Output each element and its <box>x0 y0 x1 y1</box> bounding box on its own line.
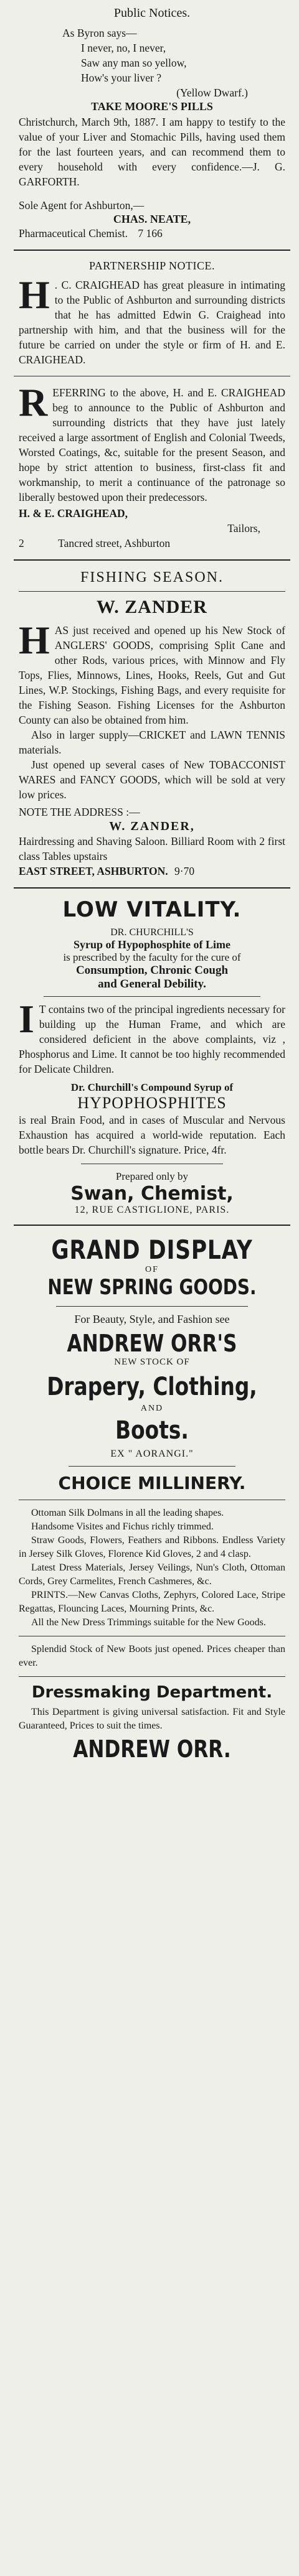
drop-cap: H <box>19 618 50 662</box>
zander-address-name: W. ZANDER, <box>109 819 195 833</box>
firm-name: H. & E. CRAIGHEAD, <box>19 507 128 520</box>
ex-aorangi: EX " AORANGI." <box>110 1449 194 1459</box>
moores-testimonial: Christchurch, March 9th, 1887. I am happy to testify to the value of your Liver and Stomachic Pills, having used them for the last fourteen years, and can recommend them to every household with every confidence.—J. G. GARFORTH. <box>19 116 285 188</box>
agent-title <box>19 226 285 241</box>
millinery-item-5: PRINTS.—New Canvas Cloths, Zephyrs, Colored Lace, Stripe Regattas, Flouncing Laces, Mourning Prints, &c. <box>19 1590 285 1614</box>
ad-number: 7 166 <box>138 227 163 240</box>
agent-name: CHAS. NEATE, <box>113 213 191 225</box>
grand-display-title: GRAND DISPLAY <box>51 1234 253 1265</box>
zander-name: W. ZANDER <box>97 597 207 617</box>
vitality-text-1: T contains two of the principal ingredients necessary for building up the Human Frame, and which are considered deficient in the above complaints, viz , Phosphorus and Lime. It cannot be too highly recommended for Delicate Children. <box>19 1003 285 1075</box>
divider <box>56 1306 248 1307</box>
boots-title: Boots. <box>115 1416 189 1445</box>
vitality-sub-1: DR. CHURCHILL'S <box>110 927 194 938</box>
poem-line-3: How's your liver ? <box>81 72 162 84</box>
partnership-text-1: . C. CRAIGHEAD has great pleasure in intimating to the Public of Ashburton and surrounding districts that he has admitted Edwin G. Craighead into partnership with him, and that the business will for the future be carried on under the style or firm of H. and E. CRAIGHEAD. <box>19 279 285 366</box>
partnership-ad <box>19 259 285 551</box>
agent-line: Sole Agent for Ashburton,— <box>19 199 145 212</box>
vitality-title: LOW VITALITY. <box>62 897 242 922</box>
vitality-para-2: is real Brain Food, and in cases of Muscular and Nervous Exhaustion has acquired a world-wide reputation. Each bottle bears Dr. Churchill's signature. Price, 4fr. <box>19 1114 285 1156</box>
millinery-item-6: All the New Dress Trimmings suitable for the New Goods. <box>31 1617 266 1628</box>
partnership-para-2 <box>19 380 285 505</box>
poem-attribution: (Yellow Dwarf.) <box>176 86 248 99</box>
vitality-sub-3: is prescribed by the faculty for the cure of <box>63 951 241 963</box>
vitality-sub-5: and General Debility. <box>98 978 206 991</box>
partnership-text-2: EFERRING to the above, H. and E. CRAIGHEAD beg to announce to the Public of Ashburton and surrounding districts that they have just lately received a large assortment of English and Colonial Tweeds, Worsted Coatings, &c, suitable for the present Season, and hope by strict attention to business, first-class fit and workmanship, to merit a continuance of the patronage so liberally bestowed upon their predecessors. <box>19 386 285 503</box>
moores-pills-ad <box>19 26 285 241</box>
vitality-sub-7: HYPOPHOSPHITES <box>77 1094 227 1112</box>
poem-line-1: I never, no, I never, <box>81 42 166 54</box>
fishing-text-1: AS just received and opened up his New Stock of ANGLERS' GOODS, comprising Split Cane and other Rods, various prices, with Minnow and Fly Tops, Flies, Minnows, Lines, Hooks, Reels, Gut and Gut Lines, W.P. Stockings, Fishing Bags, and every requisite for the Fishing Season. Fishing Licenses for the Ashburton County can also be obtained from him. <box>19 624 285 726</box>
street-line <box>19 864 285 879</box>
fishing-para-3: Just opened up several cases of New TOBACCONIST WARES and FANCY GOODS, which will be sold at very low prices. <box>19 758 285 801</box>
moores-title: TAKE MOORE'S PILLS <box>91 100 213 113</box>
choice-millinery: CHOICE MILLINERY. <box>58 1473 246 1493</box>
low-vitality-ad <box>19 897 285 1216</box>
divider <box>14 559 290 561</box>
divider <box>19 591 285 592</box>
fishing-ad <box>19 569 285 879</box>
address-number: 2 <box>19 537 24 549</box>
new-stock-label: NEW STOCK OF <box>114 1357 190 1367</box>
poem-line-2: Saw any man so yellow, <box>81 57 187 69</box>
swan-firm: Swan, Chemist, <box>70 1183 234 1205</box>
andrew-orr-ad <box>19 1234 285 1763</box>
saloon-desc: Hairdressing and Shaving Saloon. Billiard Room with 2 first class Tables upstairs <box>19 835 285 862</box>
partnership-title: PARTNERSHIP NOTICE. <box>88 259 216 272</box>
drop-cap: I <box>19 997 34 1041</box>
new-spring-title: NEW SPRING GOODS. <box>47 1275 257 1300</box>
fishing-para-2: Also in larger supply—CRICKET and LAWN TENNIS materials. <box>19 729 285 756</box>
dressmaking-body: This Department is giving universal satisfaction. Fit and Style Guaranteed, Prices to suit the times. <box>19 1707 285 1731</box>
drop-cap: H <box>19 273 50 317</box>
firm-address <box>19 536 285 551</box>
section-header: Public Notices. <box>113 6 191 20</box>
vitality-sub-6: Dr. Churchill's Compound Syrup of <box>70 1081 234 1093</box>
swan-address: 12, RUE CASTIGLIONE, PARIS. <box>74 1205 230 1215</box>
of-label: OF <box>145 1265 159 1274</box>
fishing-para-1 <box>19 618 285 727</box>
prepared-by: Prepared only by <box>115 1170 189 1182</box>
partnership-para-1 <box>19 273 285 367</box>
millinery-item-2: Handsome Visites and Fichus richly trimmed. <box>31 1521 214 1532</box>
boots-note: Splendid Stock of New Boots just opened. Prices cheaper than ever. <box>19 1644 285 1668</box>
and-label: AND <box>140 1404 164 1413</box>
millinery-item-3: Straw Goods, Flowers, Feathers and Ribbons. Endless Variety in Jersey Silk Gloves, Florence Kid Gloves, 2 and 4 clasp. <box>19 1535 285 1559</box>
andrew-orr-footer: ANDREW ORR. <box>73 1735 231 1763</box>
address-note: NOTE THE ADDRESS :— <box>19 806 140 818</box>
firm-trade: Tailors, <box>227 522 260 534</box>
dressmaking-title: Dressmaking Department. <box>31 1683 273 1702</box>
byron-intro: As Byron says— <box>62 27 137 39</box>
divider <box>44 996 260 997</box>
divider <box>19 1676 285 1677</box>
street-name: EAST STREET, ASHBURTON. <box>19 865 168 877</box>
divider <box>14 250 290 251</box>
ad-number: 9·70 <box>174 865 195 877</box>
andrew-orrs-name: ANDREW ORR'S <box>67 1330 237 1357</box>
agent-title-text: Pharmaceutical Chemist. <box>19 227 128 240</box>
vitality-sub-2: Syrup of Hypophosphite of Lime <box>73 938 231 951</box>
divider <box>14 1225 290 1226</box>
millinery-item-1: Ottoman Silk Dolmans in all the leading shapes. <box>31 1508 224 1518</box>
drop-cap: R <box>19 380 48 424</box>
vitality-sub-4: Consumption, Chronic Cough <box>75 964 229 977</box>
orr-intro: For Beauty, Style, and Fashion see <box>74 1313 230 1325</box>
millinery-item-4: Latest Dress Materials, Jersey Veilings, Nun's Cloth, Ottoman Cords, Grey Carmelites, French Cashmeres, &c. <box>19 1562 285 1587</box>
divider <box>69 1466 235 1467</box>
vitality-para-1 <box>19 997 285 1076</box>
drapery-clothing: Drapery, Clothing, <box>47 1373 257 1401</box>
address-text: Tancred street, Ashburton <box>58 537 171 549</box>
fishing-title: FISHING SEASON. <box>80 569 224 586</box>
divider <box>14 887 290 889</box>
